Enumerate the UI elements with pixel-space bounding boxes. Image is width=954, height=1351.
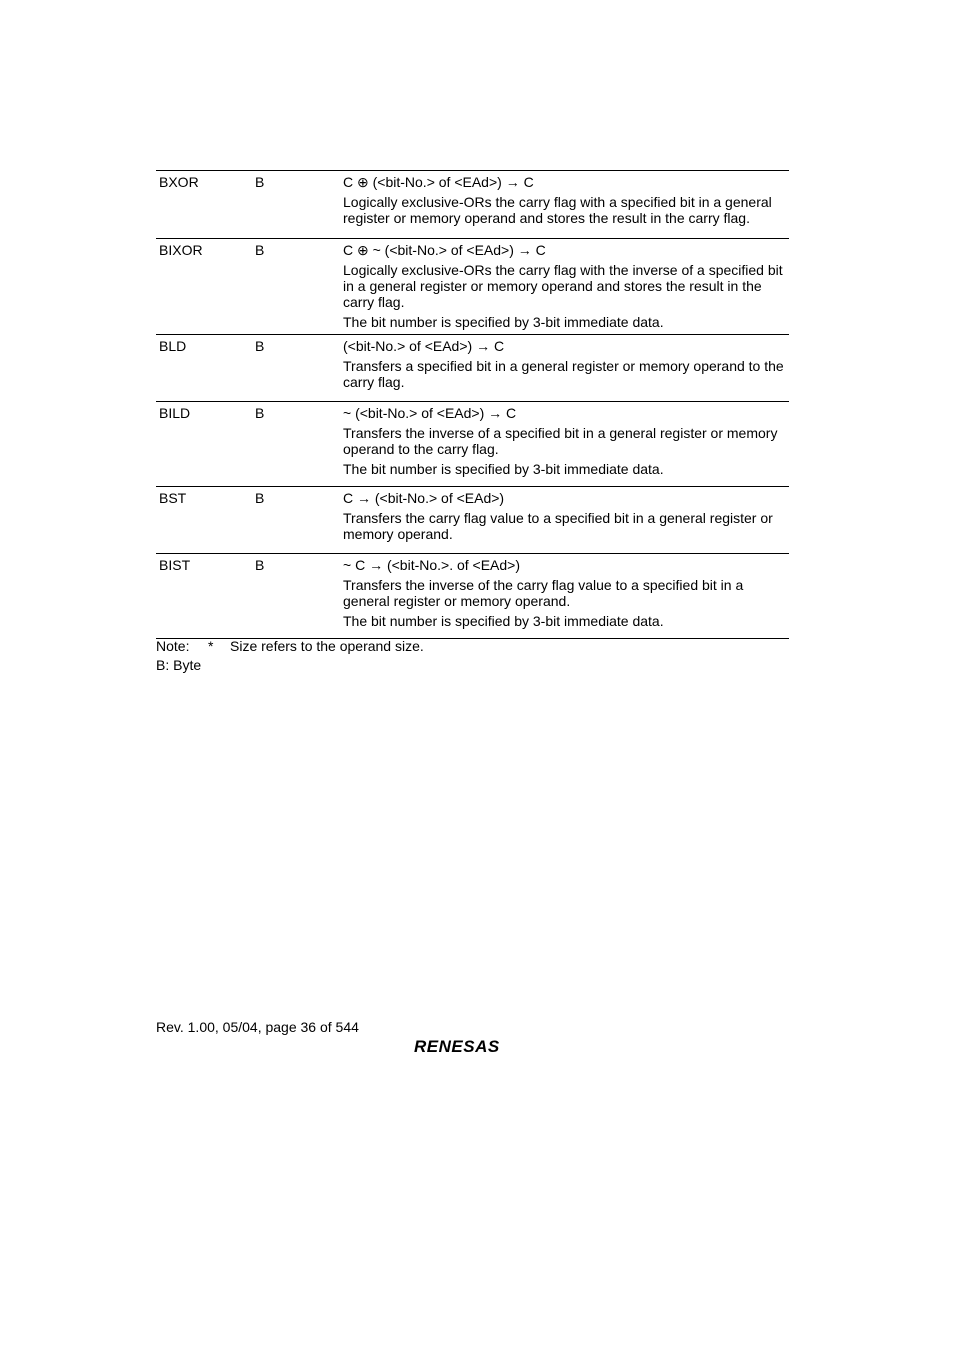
- description-text: The bit number is specified by 3-bit immediate data.: [343, 461, 664, 477]
- note-size-legend: B: Byte: [156, 657, 202, 673]
- asterisk-marker: *: [208, 638, 214, 654]
- description-text: Transfers a specified bit in a general register or memory operand to the carry flag.: [343, 358, 784, 390]
- operation-text: C → (<bit-No.> of <EAd>): [343, 490, 505, 506]
- table-note: [156, 637, 424, 675]
- description-text: Logically exclusive-ORs the carry flag with the inverse of a specified bit in a general register or memory operand and stores the result in the carry flag.: [343, 262, 783, 310]
- operation-cell: [343, 402, 789, 487]
- operand-size: B: [255, 242, 265, 258]
- table-row: [156, 171, 789, 238]
- operand-size: B: [255, 557, 265, 573]
- operand-size: B: [255, 174, 265, 190]
- operation-cell: [343, 239, 789, 340]
- instruction-name: BLD: [159, 338, 187, 354]
- description-text: Logically exclusive-ORs the carry flag with a specified bit in a general register or memory operand and stores the result in the carry flag.: [343, 194, 772, 226]
- instruction-name: BST: [159, 490, 187, 506]
- operation-text: ~ (<bit-No.> of <EAd>) → C: [343, 405, 517, 421]
- table-row: [156, 486, 789, 553]
- description-text: Transfers the inverse of a specified bit in a general register or memory operand to the carry flag.: [343, 425, 778, 457]
- svg-text:RENESAS: RENESAS: [414, 1037, 500, 1056]
- description-text: The bit number is specified by 3-bit immediate data.: [343, 613, 664, 629]
- note-label: Note:: [156, 638, 190, 654]
- operand-size: B: [255, 338, 265, 354]
- instruction-name: BIXOR: [159, 242, 203, 258]
- instruction-name: BIST: [159, 557, 191, 573]
- note-text: Size refers to the operand size.: [230, 638, 424, 654]
- operation-cell: [343, 487, 789, 552]
- instruction-name: BILD: [159, 405, 191, 421]
- operation-cell: [343, 171, 789, 236]
- table-row: [156, 238, 789, 334]
- instruction-table: [156, 170, 789, 639]
- operand-size: B: [255, 405, 265, 421]
- instruction-name: BXOR: [159, 174, 199, 190]
- description-text: The bit number is specified by 3-bit immediate data.: [343, 314, 664, 330]
- operand-size: B: [255, 490, 265, 506]
- description-text: Transfers the carry flag value to a specified bit in a general register or memory operand.: [343, 510, 773, 542]
- page-footer-revision: Rev. 1.00, 05/04, page 36 of 544: [156, 1019, 359, 1035]
- table-row: [156, 401, 789, 486]
- operation-text: C ⊕ (<bit-No.> of <EAd>) → C: [343, 174, 534, 190]
- table-row: [156, 553, 789, 638]
- operation-text: C ⊕ ~ (<bit-No.> of <EAd>) → C: [343, 242, 546, 258]
- renesas-logo: [414, 1036, 534, 1056]
- operation-cell: [343, 335, 789, 400]
- operation-text: (<bit-No.> of <EAd>) → C: [343, 338, 505, 354]
- table-row: [156, 334, 789, 401]
- description-text: Transfers the inverse of the carry flag value to a specified bit in a general register or memory operand.: [343, 577, 744, 609]
- operation-cell: [343, 554, 789, 639]
- operation-text: ~ C → (<bit-No.>. of <EAd>): [343, 557, 521, 573]
